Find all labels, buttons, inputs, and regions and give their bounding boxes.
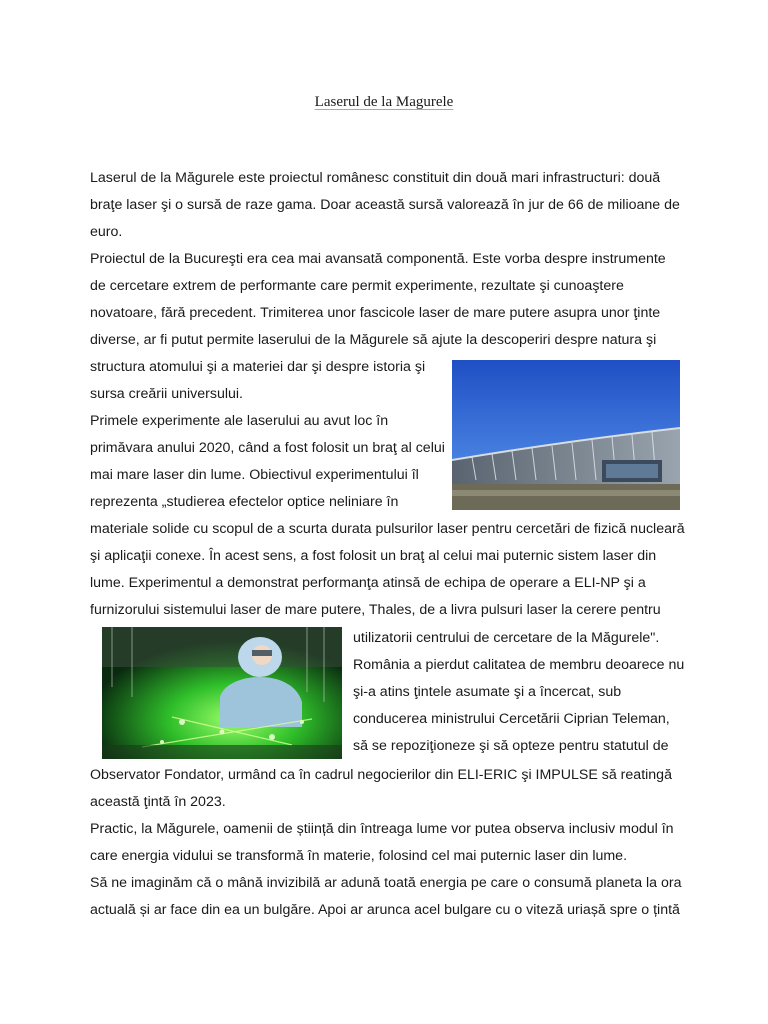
text-line: conducerea ministrului Cercetării Ciprian Teleman, <box>353 711 670 727</box>
text-line: materiale solide cu scopul de a scurta durata pulsurilor laser pentru cercetări de fizică nucleară <box>90 521 685 537</box>
text-line: primăvara anului 2020, când a fost folosit un braţ al celui <box>90 440 445 456</box>
text-line: de cercetare extrem de performante care permit experimente, rezultate şi cunoaştere <box>90 278 624 294</box>
text-line: această ţintă în 2023. <box>90 794 226 810</box>
laser-lab-photo <box>102 627 342 759</box>
text-line: Laserul de la Măgurele este proiectul românesc constituit din două mari infrastructuri: două <box>90 170 661 186</box>
text-line: Proiectul de la Bucureşti era cea mai avansată componentă. Este vorba despre instrumente <box>90 251 666 267</box>
text-line: reprezenta „studierea efectelor optice neliniare în <box>90 494 399 510</box>
text-line: Să ne imaginăm că o mână invizibilă ar adună toată energia pe care o consumă planeta la ora <box>90 875 682 891</box>
text-line: lume. Experimentul a demonstrat performanţa atinsă de echipa de operare a ELI-NP şi a <box>90 575 646 591</box>
text-line: furnizorului sistemului laser de mare putere, Thales, de a livra pulsuri laser la cerere pentru <box>90 602 661 618</box>
text-line: să se repoziţioneze şi să opteze pentru statutul de <box>353 738 669 754</box>
page-title: Laserul de la Magurele <box>314 94 454 110</box>
text-line: novatoare, fără precedent. Trimiterea unor fascicole laser de mare putere asupra unor ţinte <box>90 305 661 321</box>
text-line: sursa creării universului. <box>90 386 243 402</box>
text-line: Practic, la Măgurele, oamenii de știință din întreaga lume vor putea observa inclusiv modul în <box>90 821 674 837</box>
building-photo <box>452 360 680 510</box>
text-line: care energia vidului se transformă în materie, folosind cel mai puternic laser din lume. <box>90 848 628 864</box>
text-line: utilizatorii centrului de cercetare de la Măgurele". <box>353 630 660 646</box>
text-line: Observator Fondator, urmând ca în cadrul negocierilor din ELI-ERIC şi IMPULSE să reatingă <box>90 767 672 783</box>
text-line: diverse, ar fi putut permite laserului de la Măgurele să ajute la descoperiri despre natura şi <box>90 332 657 348</box>
text-line: şi aplicaţii conexe. În acest sens, a fost folosit un braţ al celui mai puternic sistem laser din <box>90 548 657 564</box>
text-line: structura atomului şi a materiei dar şi despre istoria şi <box>90 359 426 375</box>
text-line: braţe laser şi o sursă de raze gama. Doar această sursă valorează în jur de 66 de milioane de <box>90 197 680 213</box>
text-line: şi-a atins ţintele asumate şi a încercat, sub <box>353 684 622 700</box>
text-line: Primele experimente ale laserului au avut loc în <box>90 413 389 429</box>
text-line: România a pierdut calitatea de membru deoarece nu <box>353 657 685 673</box>
text-line: mai mare laser din lume. Obiectivul experimentului îl <box>90 467 419 483</box>
text-line: actuală și ar face din ea un bulgăre. Apoi ar arunca acel bulgare cu o viteză uriașă spre o țintă <box>90 902 680 918</box>
text-line: euro. <box>90 224 123 240</box>
